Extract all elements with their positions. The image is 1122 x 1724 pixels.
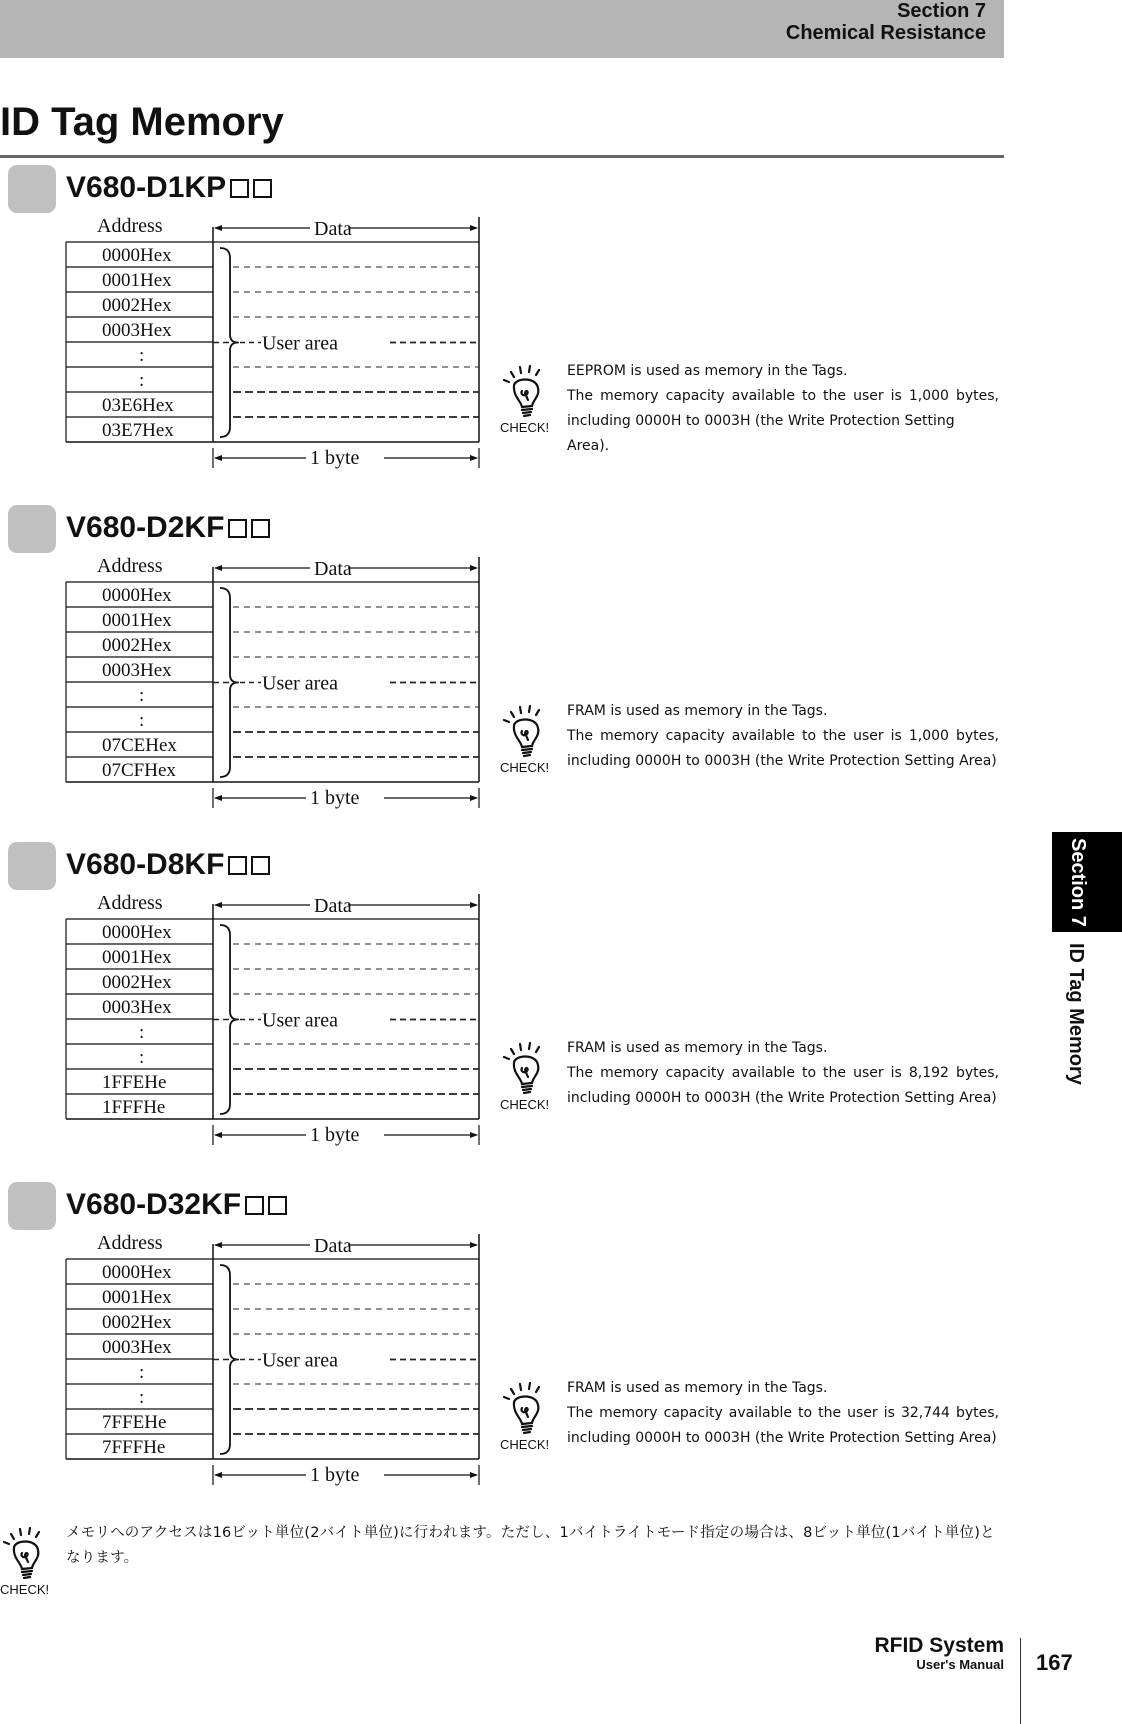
- address-cell: 03E7Hex: [102, 420, 174, 441]
- address-cell: 0002Hex: [102, 295, 172, 316]
- note-line: The memory capacity available to the user is 1,000 bytes,: [567, 728, 999, 744]
- address-cell: 07CFHex: [102, 760, 176, 781]
- data-header: Data: [314, 895, 352, 917]
- address-cell: :: [139, 710, 145, 731]
- address-cell: 0000Hex: [102, 1262, 172, 1283]
- memory-note: [567, 1376, 999, 1451]
- memory-note: [567, 1036, 999, 1111]
- address-cell: 0000Hex: [102, 922, 172, 943]
- address-cell: 0001Hex: [102, 947, 172, 968]
- note-line: including 0000H to 0003H (the Write Protection Setting Area): [567, 753, 997, 769]
- note-line: including 0000H to 0003H (the Write Protection Setting Area).: [567, 413, 955, 454]
- address-cell: 1FFFHe: [102, 1097, 166, 1118]
- note-line: including 0000H to 0003H (the Write Protection Setting Area): [567, 1430, 997, 1446]
- one-byte-label: 1 byte: [310, 447, 360, 469]
- data-header: Data: [314, 1235, 352, 1257]
- model-name: V680-D2KF: [66, 511, 225, 544]
- address-cell: :: [139, 345, 145, 366]
- memory-map-diagram: [0, 165, 520, 485]
- address-cell: 0002Hex: [102, 972, 172, 993]
- header-bar: [0, 0, 1004, 58]
- note-line: FRAM is used as memory in the Tags.: [567, 1040, 828, 1056]
- one-byte-label: 1 byte: [310, 787, 360, 809]
- memory-note: [567, 359, 999, 459]
- check-label: CHECK!: [500, 760, 550, 775]
- note-line: FRAM is used as memory in the Tags.: [567, 703, 828, 719]
- address-cell: :: [139, 1362, 145, 1383]
- user-area-label: User area: [262, 672, 339, 695]
- data-header: Data: [314, 558, 352, 580]
- address-cell: 0002Hex: [102, 1312, 172, 1333]
- check-icon: [500, 700, 556, 776]
- check-icon: [500, 360, 556, 436]
- address-cell: 0003Hex: [102, 320, 172, 341]
- address-cell: 0003Hex: [102, 660, 172, 681]
- footer-divider: [1020, 1638, 1021, 1724]
- address-cell: :: [139, 1047, 145, 1068]
- data-header: Data: [314, 218, 352, 240]
- address-cell: 0002Hex: [102, 635, 172, 656]
- note-line: EEPROM is used as memory in the Tags.: [567, 363, 848, 379]
- address-cell: 0000Hex: [102, 245, 172, 266]
- check-label: CHECK!: [500, 420, 550, 435]
- address-cell: :: [139, 1022, 145, 1043]
- address-cell: :: [139, 370, 145, 391]
- address-header: Address: [97, 555, 163, 577]
- user-area-label: User area: [262, 1349, 339, 1372]
- side-section-label: Section 7: [1067, 838, 1089, 927]
- memory-map-diagram: [0, 842, 520, 1162]
- side-section-tab: [1052, 832, 1122, 932]
- note-line: The memory capacity available to the user is 8,192 bytes,: [567, 1065, 999, 1081]
- note-line: FRAM is used as memory in the Tags.: [567, 1380, 828, 1396]
- header-chapter: Chemical Resistance: [785, 22, 986, 44]
- user-area-label: User area: [262, 332, 339, 355]
- check-icon: [500, 1037, 556, 1113]
- note-line: The memory capacity available to the user is 1,000 bytes,: [567, 388, 999, 404]
- note-line: The memory capacity available to the user is 32,744 bytes,: [567, 1405, 999, 1421]
- address-header: Address: [97, 892, 163, 914]
- page-number: 167: [1036, 1650, 1073, 1675]
- check-label: CHECK!: [500, 1097, 550, 1112]
- address-cell: :: [139, 685, 145, 706]
- address-header: Address: [97, 1232, 163, 1254]
- side-chapter-label: ID Tag Memory: [1065, 943, 1087, 1085]
- address-cell: 0003Hex: [102, 1337, 172, 1358]
- address-cell: 0000Hex: [102, 585, 172, 606]
- check-label: CHECK!: [0, 1582, 50, 1597]
- address-cell: 0001Hex: [102, 1287, 172, 1308]
- memory-section: [0, 505, 1004, 835]
- footer-title: RFID System: [874, 1634, 1004, 1657]
- header-section: Section 7: [897, 0, 986, 22]
- note-line: including 0000H to 0003H (the Write Protection Setting Area): [567, 1090, 997, 1106]
- address-cell: 7FFFHe: [102, 1437, 166, 1458]
- address-cell: 07CEHex: [102, 735, 177, 756]
- check-label: CHECK!: [500, 1437, 550, 1452]
- memory-note: [567, 699, 999, 774]
- address-cell: 0001Hex: [102, 270, 172, 291]
- check-icon: [500, 1377, 556, 1453]
- memory-map-diagram: [0, 505, 520, 825]
- check-icon: [0, 1522, 56, 1598]
- address-cell: 0003Hex: [102, 997, 172, 1018]
- address-cell: 0001Hex: [102, 610, 172, 631]
- address-header: Address: [97, 215, 163, 237]
- memory-section: [0, 842, 1004, 1172]
- bottom-note: メモリへのアクセスは16ビット単位(2バイト単位)に行われます。ただし、1バイトライトモード指定の場合は、8ビット単位(1バイト単位)となります。: [66, 1525, 995, 1566]
- memory-section: [0, 1182, 1004, 1512]
- address-cell: 7FFEHe: [102, 1412, 167, 1433]
- user-area-label: User area: [262, 1009, 339, 1032]
- title-rule: [0, 155, 1004, 158]
- model-name: V680-D1KP: [66, 171, 227, 204]
- footer-subtitle: User's Manual: [916, 1657, 1004, 1672]
- address-cell: :: [139, 1387, 145, 1408]
- one-byte-label: 1 byte: [310, 1124, 360, 1146]
- page-title: ID Tag Memory: [0, 100, 284, 144]
- model-name: V680-D32KF: [66, 1188, 242, 1221]
- address-cell: 03E6Hex: [102, 395, 174, 416]
- address-cell: 1FFEHe: [102, 1072, 167, 1093]
- memory-map-diagram: [0, 1182, 520, 1502]
- model-name: V680-D8KF: [66, 848, 225, 881]
- one-byte-label: 1 byte: [310, 1464, 360, 1486]
- memory-section: [0, 165, 1004, 495]
